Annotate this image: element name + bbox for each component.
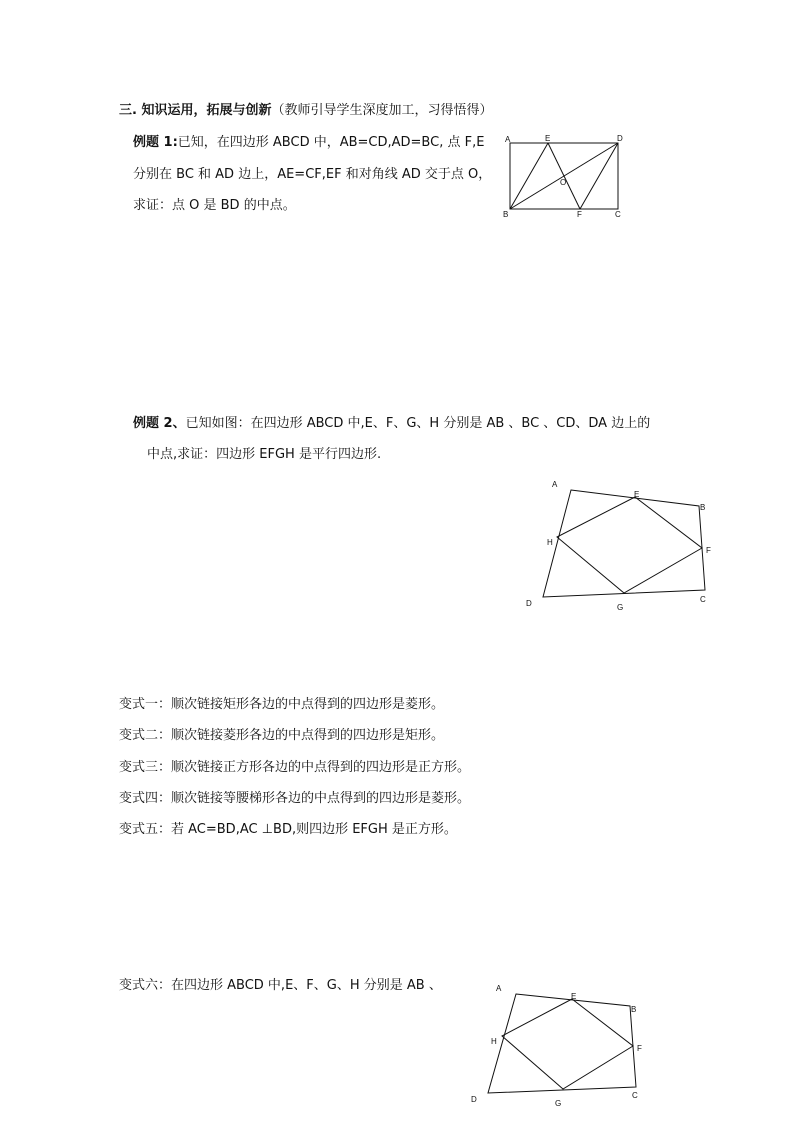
quadrilateral-abcd [543,490,705,597]
label-b: B [631,1005,637,1014]
example2-line-2: 中点,求证：四边形 EFGH 是平行四边形. [147,447,382,462]
label-g: G [617,603,624,612]
section-title: 三. 知识运用，拓展与创新 [119,103,272,118]
label-g: G [555,1099,562,1108]
label-o: O [560,178,567,187]
label-e: E [634,490,640,499]
variant-5: 变式五：若 AC=BD,AC ⊥BD,则四边形 EFGH 是正方形。 [119,822,457,837]
label-h: H [547,538,553,547]
label-h: H [491,1037,497,1046]
example1-line-1 [133,135,484,151]
example2-text-1: 已知如图：在四边形 ABCD 中,E、F、G、H 分别是 AB 、BC 、CD、DA 边上的 [185,416,651,431]
variant-6: 变式六：在四边形 ABCD 中,E、F、G、H 分别是 AB 、 [119,978,442,993]
label-a: A [496,984,502,993]
variant-2: 变式二：顺次链接菱形各边的中点得到的四边形是矩形。 [119,728,445,743]
quadrilateral-efgh [502,999,633,1089]
label-e: E [545,134,551,143]
example1-label: 例题 1: [133,135,178,150]
quadrilateral-efgh [557,497,702,593]
label-f: F [637,1044,642,1053]
segment-ef [548,143,580,209]
label-c: C [632,1091,638,1100]
segment-fd [580,143,618,209]
label-b: B [503,210,509,219]
example1-rectangle-figure [500,132,630,220]
variant-1: 变式一：顺次链接矩形各边的中点得到的四边形是菱形。 [119,697,445,712]
segment-be [510,143,548,209]
label-c: C [700,595,706,604]
example2-label: 例题 2、 [133,416,186,431]
variant-4: 变式四：顺次链接等腰梯形各边的中点得到的四边形是菱形。 [119,791,471,806]
label-b: B [700,503,706,512]
example2-quadrilateral-figure [518,476,724,616]
label-c: C [615,210,621,219]
label-e: E [571,992,577,1001]
variant6-quadrilateral-figure [466,980,656,1110]
example1-text-1: 已知，在四边形 ABCD 中，AB=CD,AD=BC, 点 F,E [177,135,485,150]
label-a: A [552,480,558,489]
example2-line-1 [133,416,650,432]
label-d: D [526,599,532,608]
label-a: A [505,135,511,144]
label-d: D [617,134,623,143]
example1-line-2: 分别在 BC 和 AD 边上，AE=CF,EF 和对角线 AD 交于点 O， [133,167,492,182]
section-heading [119,103,492,119]
variant-3: 变式三：顺次链接正方形各边的中点得到的四边形是正方形。 [119,760,471,775]
example1-line-3: 求证：点 O 是 BD 的中点。 [133,198,296,213]
section-note: （教师引导学生深度加工，习得悟得） [271,103,493,118]
label-f: F [706,546,711,555]
label-f: F [577,210,582,219]
label-d: D [471,1095,477,1104]
